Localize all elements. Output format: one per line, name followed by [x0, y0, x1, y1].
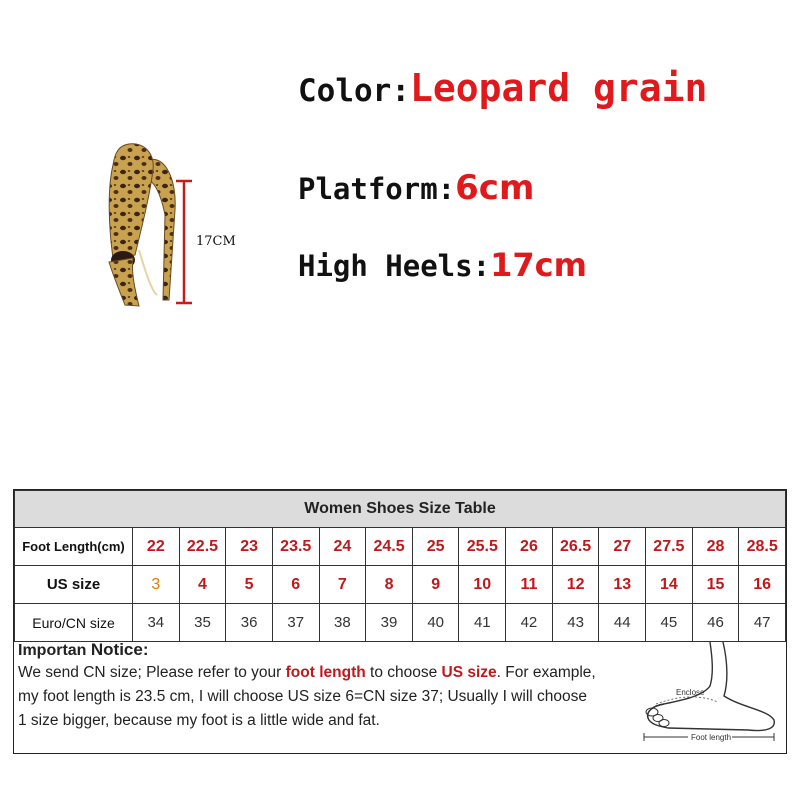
us-size-cell: 12: [552, 566, 599, 604]
us-size-cell: 11: [506, 566, 553, 604]
size-table: [14, 490, 786, 642]
size-table-panel: [13, 489, 787, 754]
foot-length-cell: 25.5: [459, 528, 506, 566]
important-notice: [18, 640, 628, 733]
us-size-cell: 6: [272, 566, 319, 604]
spec-heel-height: [298, 246, 587, 284]
color-label: Color:: [298, 73, 410, 109]
euro-size-cell: 45: [646, 604, 693, 642]
foot-length-cell: 23.5: [272, 528, 319, 566]
foot-length-cell: 23: [226, 528, 273, 566]
notice-text-1: We send CN size; Please refer to your: [18, 664, 286, 681]
us-size-cell: 5: [226, 566, 273, 604]
foot-length-label: Foot Length(cm): [15, 528, 133, 566]
us-size-cell: 8: [366, 566, 413, 604]
foot-length-cell: 22: [133, 528, 180, 566]
notice-line-2: my foot length is 23.5 cm, I will choose US size 6=CN size 37; Usually I will choose: [18, 688, 587, 705]
foot-length-cell: 28: [692, 528, 739, 566]
notice-heading: [18, 640, 628, 661]
us-size-label: US size: [15, 566, 133, 604]
us-size-cell: 9: [412, 566, 459, 604]
foot-measure-diagram: [628, 638, 778, 746]
heel-height-label: 17CM: [196, 234, 236, 249]
euro-size-cell: 47: [739, 604, 786, 642]
us-size-cell: 4: [179, 566, 226, 604]
us-size-cell: 3: [133, 566, 180, 604]
enclose-label: Enclose: [676, 688, 705, 697]
platform-label: Platform:: [298, 172, 456, 206]
euro-size-cell: 41: [459, 604, 506, 642]
foot-length-cell: 22.5: [179, 528, 226, 566]
euro-size-cell: 42: [506, 604, 553, 642]
euro-size-cell: 43: [552, 604, 599, 642]
heel-value: 17cm: [490, 246, 587, 284]
notice-highlight-foot-length: foot length: [285, 664, 366, 681]
foot-length-cell: 25: [412, 528, 459, 566]
euro-size-cell: 38: [319, 604, 366, 642]
foot-length-cell: 27: [599, 528, 646, 566]
leopard-shoe-image: [105, 140, 180, 310]
foot-length-cell: 26.5: [552, 528, 599, 566]
us-size-cell: 15: [692, 566, 739, 604]
euro-size-cell: 35: [179, 604, 226, 642]
notice-text-2: to choose: [365, 664, 442, 681]
size-table-title: Women Shoes Size Table: [15, 491, 786, 528]
foot-length-cell: 24: [319, 528, 366, 566]
color-value: Leopard grain: [409, 66, 708, 110]
notice-text-3: . For example,: [496, 664, 596, 681]
us-size-cell: 7: [319, 566, 366, 604]
us-size-cell: 16: [739, 566, 786, 604]
notice-heading-prefix: Importan: [18, 642, 91, 659]
us-size-cell: 14: [646, 566, 693, 604]
euro-size-cell: 44: [599, 604, 646, 642]
euro-size-cell: 40: [412, 604, 459, 642]
euro-size-cell: 37: [272, 604, 319, 642]
foot-length-diagram-label: Foot length: [691, 733, 732, 742]
notice-heading-main: Notice:: [90, 640, 149, 659]
heel-label: High Heels:: [298, 249, 491, 283]
euro-size-cell: 39: [366, 604, 413, 642]
euro-size-label: Euro/CN size: [15, 604, 133, 642]
foot-length-cell: 27.5: [646, 528, 693, 566]
us-size-cell: 13: [599, 566, 646, 604]
us-size-cell: 10: [459, 566, 506, 604]
euro-size-cell: 34: [133, 604, 180, 642]
notice-line-1: [18, 661, 628, 685]
heel-height-measure: [172, 178, 197, 306]
foot-length-cell: 26: [506, 528, 553, 566]
foot-length-cell: 24.5: [366, 528, 413, 566]
notice-highlight-us-size: US size: [441, 664, 497, 681]
spec-platform: [298, 168, 534, 208]
spec-color: [298, 66, 707, 110]
foot-length-cell: 28.5: [739, 528, 786, 566]
euro-size-cell: 46: [692, 604, 739, 642]
platform-value: 6cm: [455, 168, 535, 208]
euro-size-cell: 36: [226, 604, 273, 642]
notice-line-3: 1 size bigger, because my foot is a little wide and fat.: [18, 712, 380, 729]
